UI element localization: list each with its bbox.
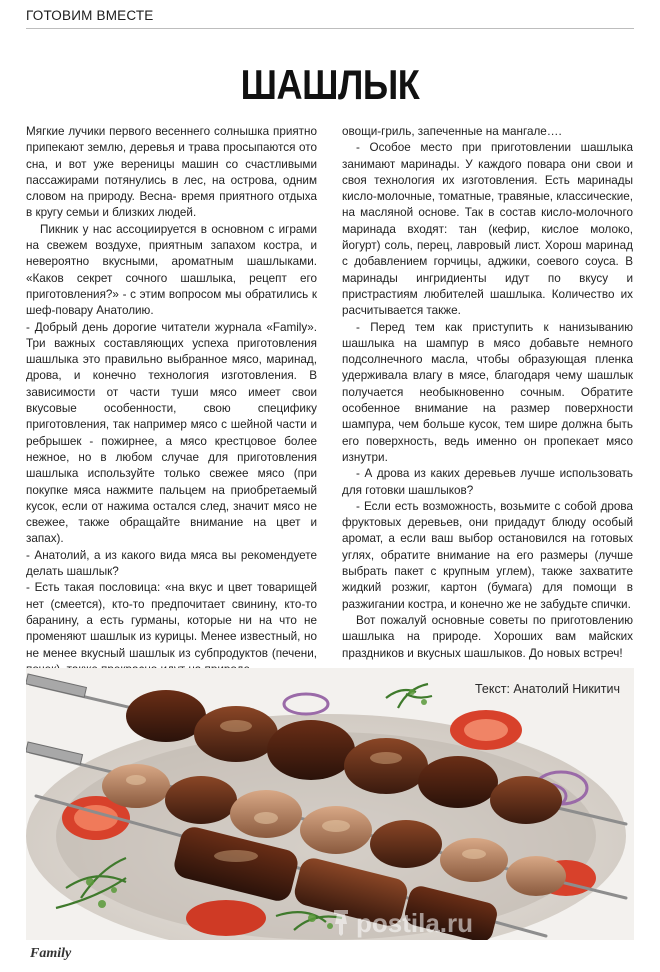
article-paragraph: - Если есть возможность, возьмите с собой дрова фруктовых деревьев, они придадут блюду особый аромат, а если ваш выбор остановился на готовых углях, обратите внимание на его размеры (лучше выбрать пакет с крупным углем), также захватите жидкий розжиг, картон (бумага) для помощи в разжигании костра, и конечно же не забудьте спички. bbox=[342, 499, 633, 611]
article-paragraph: - Особое место при приготовлении шашлыка занимают маринады. У каждого повара они свои и своя технология их изготовления. Есть маринады кисло-молочные, томатные, травяные, классические, на масляной основе. Так в состав кисло-молочного маринада входят: тан (кефир, кислое молоко, йогурт) соль, перец, лавровый лист. Хорош маринад с добавлением горчицы, аджики, соевого соуса. В маринады ингридиенты идут по вкусу и пристрастиям любителей шашлыка. Количество их расчитывается также. bbox=[342, 141, 633, 318]
article-paragraph: Пикник у нас ассоциируется в основном с играми на свежем воздухе, приятным запахом костра, и невероятно вкусными, ароматным шашлыками. «Каков секрет сочного шашлыка, рецепт его приготовления?» - с этим вопросом мы обратились к шеф-повару Анатолию. bbox=[26, 222, 317, 318]
pin-icon bbox=[330, 908, 352, 936]
article-paragraph: Мягкие лучики первого весеннего солнышка приятно припекают землю, деревья и трава просыпаются ото сна, и вот уже вереницы машин со счастливыми пассажирами потянулись в лес, на острова, одним словом на природу. Весна- время приятного отдыха в кругу семьи и близких людей. bbox=[26, 125, 317, 220]
article-column-right bbox=[342, 124, 633, 662]
article-paragraph: - Перед тем как приступить к нанизыванию шашлыка на шампур в мясо добавьте немного подсолнечного масла, чтобы образующая пленка удерживала влагу в мясе, благодаря чему шашлык получается необыкновенно сочным. Обратите особенное внимание на размер поверхности шампура, чем больше кусок, тем шире должна быть его поверхность, ведь именно он пропекает мясо изнутри. bbox=[342, 320, 633, 464]
watermark: postila.ru bbox=[356, 908, 474, 938]
article-paragraph: - Добрый день дорогие читатели журнала «Family». Три важных составляющих успеха приготовления шашлыка это правильно выбранное мясо, маринад, дрова, и конечно технология изготовления. В зависимости от части туши мясо имеет свои вкусовые особенности, свою специфику приготовления, так например мясо с шейной части и ребрышек - пожирнее, а мясо крестцовое более нежное, но в любом случае для приготовления шашлыка используйте только свежее мясо (при покупке мяса нажмите пальцем на приобретаемый кусок, если от нажима остался след, значит мясо не свежее, также обращайте внимание на цвет и запах). bbox=[26, 320, 317, 546]
page-title: ШАШЛЫК bbox=[240, 61, 420, 108]
author-credit: Текст: Анатолий Никитич bbox=[474, 682, 620, 696]
section-label: ГОТОВИМ ВМЕСТЕ bbox=[26, 8, 154, 23]
shashlik-illustration bbox=[26, 668, 634, 940]
magazine-logo: Family bbox=[30, 946, 72, 961]
article-paragraph: - Есть такая пословица: «на вкус и цвет товарищей нет (смеется), кто-то предпочитает свинину, кто-то баранину, а есть гурманы, которые ни на что не променяют шашлык из курицы. Менее известный, но не менее вкусный шашлык из субпродуктов (печени, bbox=[26, 581, 317, 660]
article-paragraph: Вот пожалуй основные советы по приготовлению шашлыка на природе. Хороших вам майских праздников и вкусных шашлыков. До новых встреч! bbox=[342, 613, 633, 660]
article-column-left bbox=[26, 124, 317, 678]
article-paragraph: овощи-гриль, запеченные на мангале…. bbox=[342, 125, 562, 138]
article-question: - А дрова из каких деревьев лучше использовать для готовки шашлыков? bbox=[342, 467, 633, 497]
article-question: - Анатолий, а из какого вида мяса вы рекомендуете делать шашлык? bbox=[26, 548, 317, 579]
shashlik-photo bbox=[26, 668, 634, 940]
header-divider bbox=[26, 28, 634, 29]
